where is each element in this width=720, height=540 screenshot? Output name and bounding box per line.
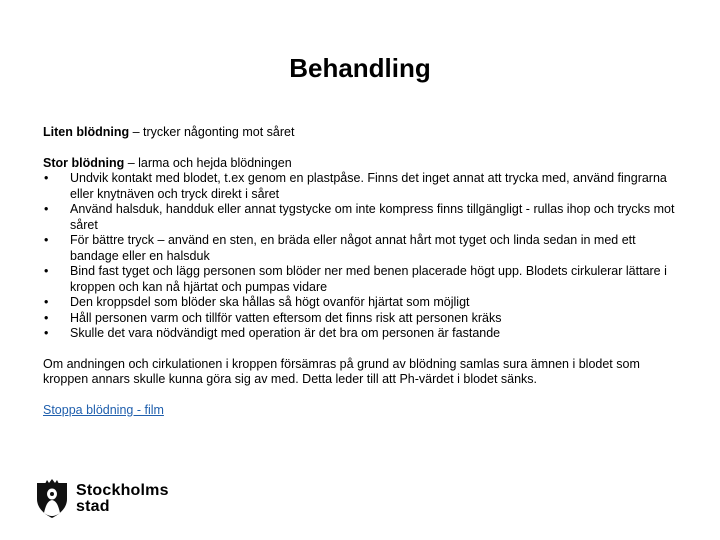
slide-title: Behandling xyxy=(289,53,431,83)
small-bleeding-label: Liten blödning xyxy=(43,125,130,139)
list-item: • Använd halsduk, handduk eller annat tygstycke om inte kompress finns tillgängligt - rullas ihop och trycks mot såret xyxy=(43,202,675,233)
small-bleeding-paragraph xyxy=(43,125,675,141)
large-bleeding-section xyxy=(43,156,675,342)
slide-content xyxy=(43,125,675,418)
large-bleeding-label: Stor blödning xyxy=(43,155,125,170)
large-bleeding-text: – larma och hejda blödningen xyxy=(124,155,292,170)
large-bleeding-list xyxy=(43,171,675,342)
breathing-paragraph: Om andningen och cirkulationen i kroppen försämras på grund av blödning samlas sura ämnen i blodet som kroppen annars skulle kunna göra sig av med. Detta leder till att Ph-värdet i blodet sänks. xyxy=(43,356,640,386)
list-item: • För bättre tryck – använd en sten, en bräda eller något annat hårt mot tyget och linda sedan in med ett bandage eller en halsduk xyxy=(43,233,675,264)
list-item: • Den kroppsdel som blöder ska hållas så högt ovanför hjärtat som möjligt xyxy=(43,295,675,311)
list-item: • Bind fast tyget och lägg personen som blöder ner med benen placerade högt upp. Blodets cirkulerar lättare i kroppen och kan nå hjärtat och pumpas vidare xyxy=(43,264,675,295)
stockholms-stad-logo xyxy=(36,478,169,520)
film-link-row xyxy=(43,403,675,419)
logo-wordmark xyxy=(76,483,169,515)
logo-line-2: stad xyxy=(76,498,110,515)
small-bleeding-text: – trycker någonting mot såret xyxy=(129,125,295,139)
film-link[interactable]: Stoppa blödning - film xyxy=(43,402,164,417)
list-item: • Undvik kontakt med blodet, t.ex genom en plastpåse. Finns det inget annat att trycka med, använd fingrarna eller knytnäven och tryck direkt i såret xyxy=(43,171,675,202)
large-bleeding-heading xyxy=(43,156,675,172)
logo-line-1: Stockholms xyxy=(76,482,169,499)
list-item: • Håll personen varm och tillför vatten eftersom det finns risk att personen kräks xyxy=(43,311,675,327)
crest-icon xyxy=(36,479,68,519)
list-item: • Skulle det vara nödvändigt med operation är det bra om personen är fastande xyxy=(43,326,675,342)
